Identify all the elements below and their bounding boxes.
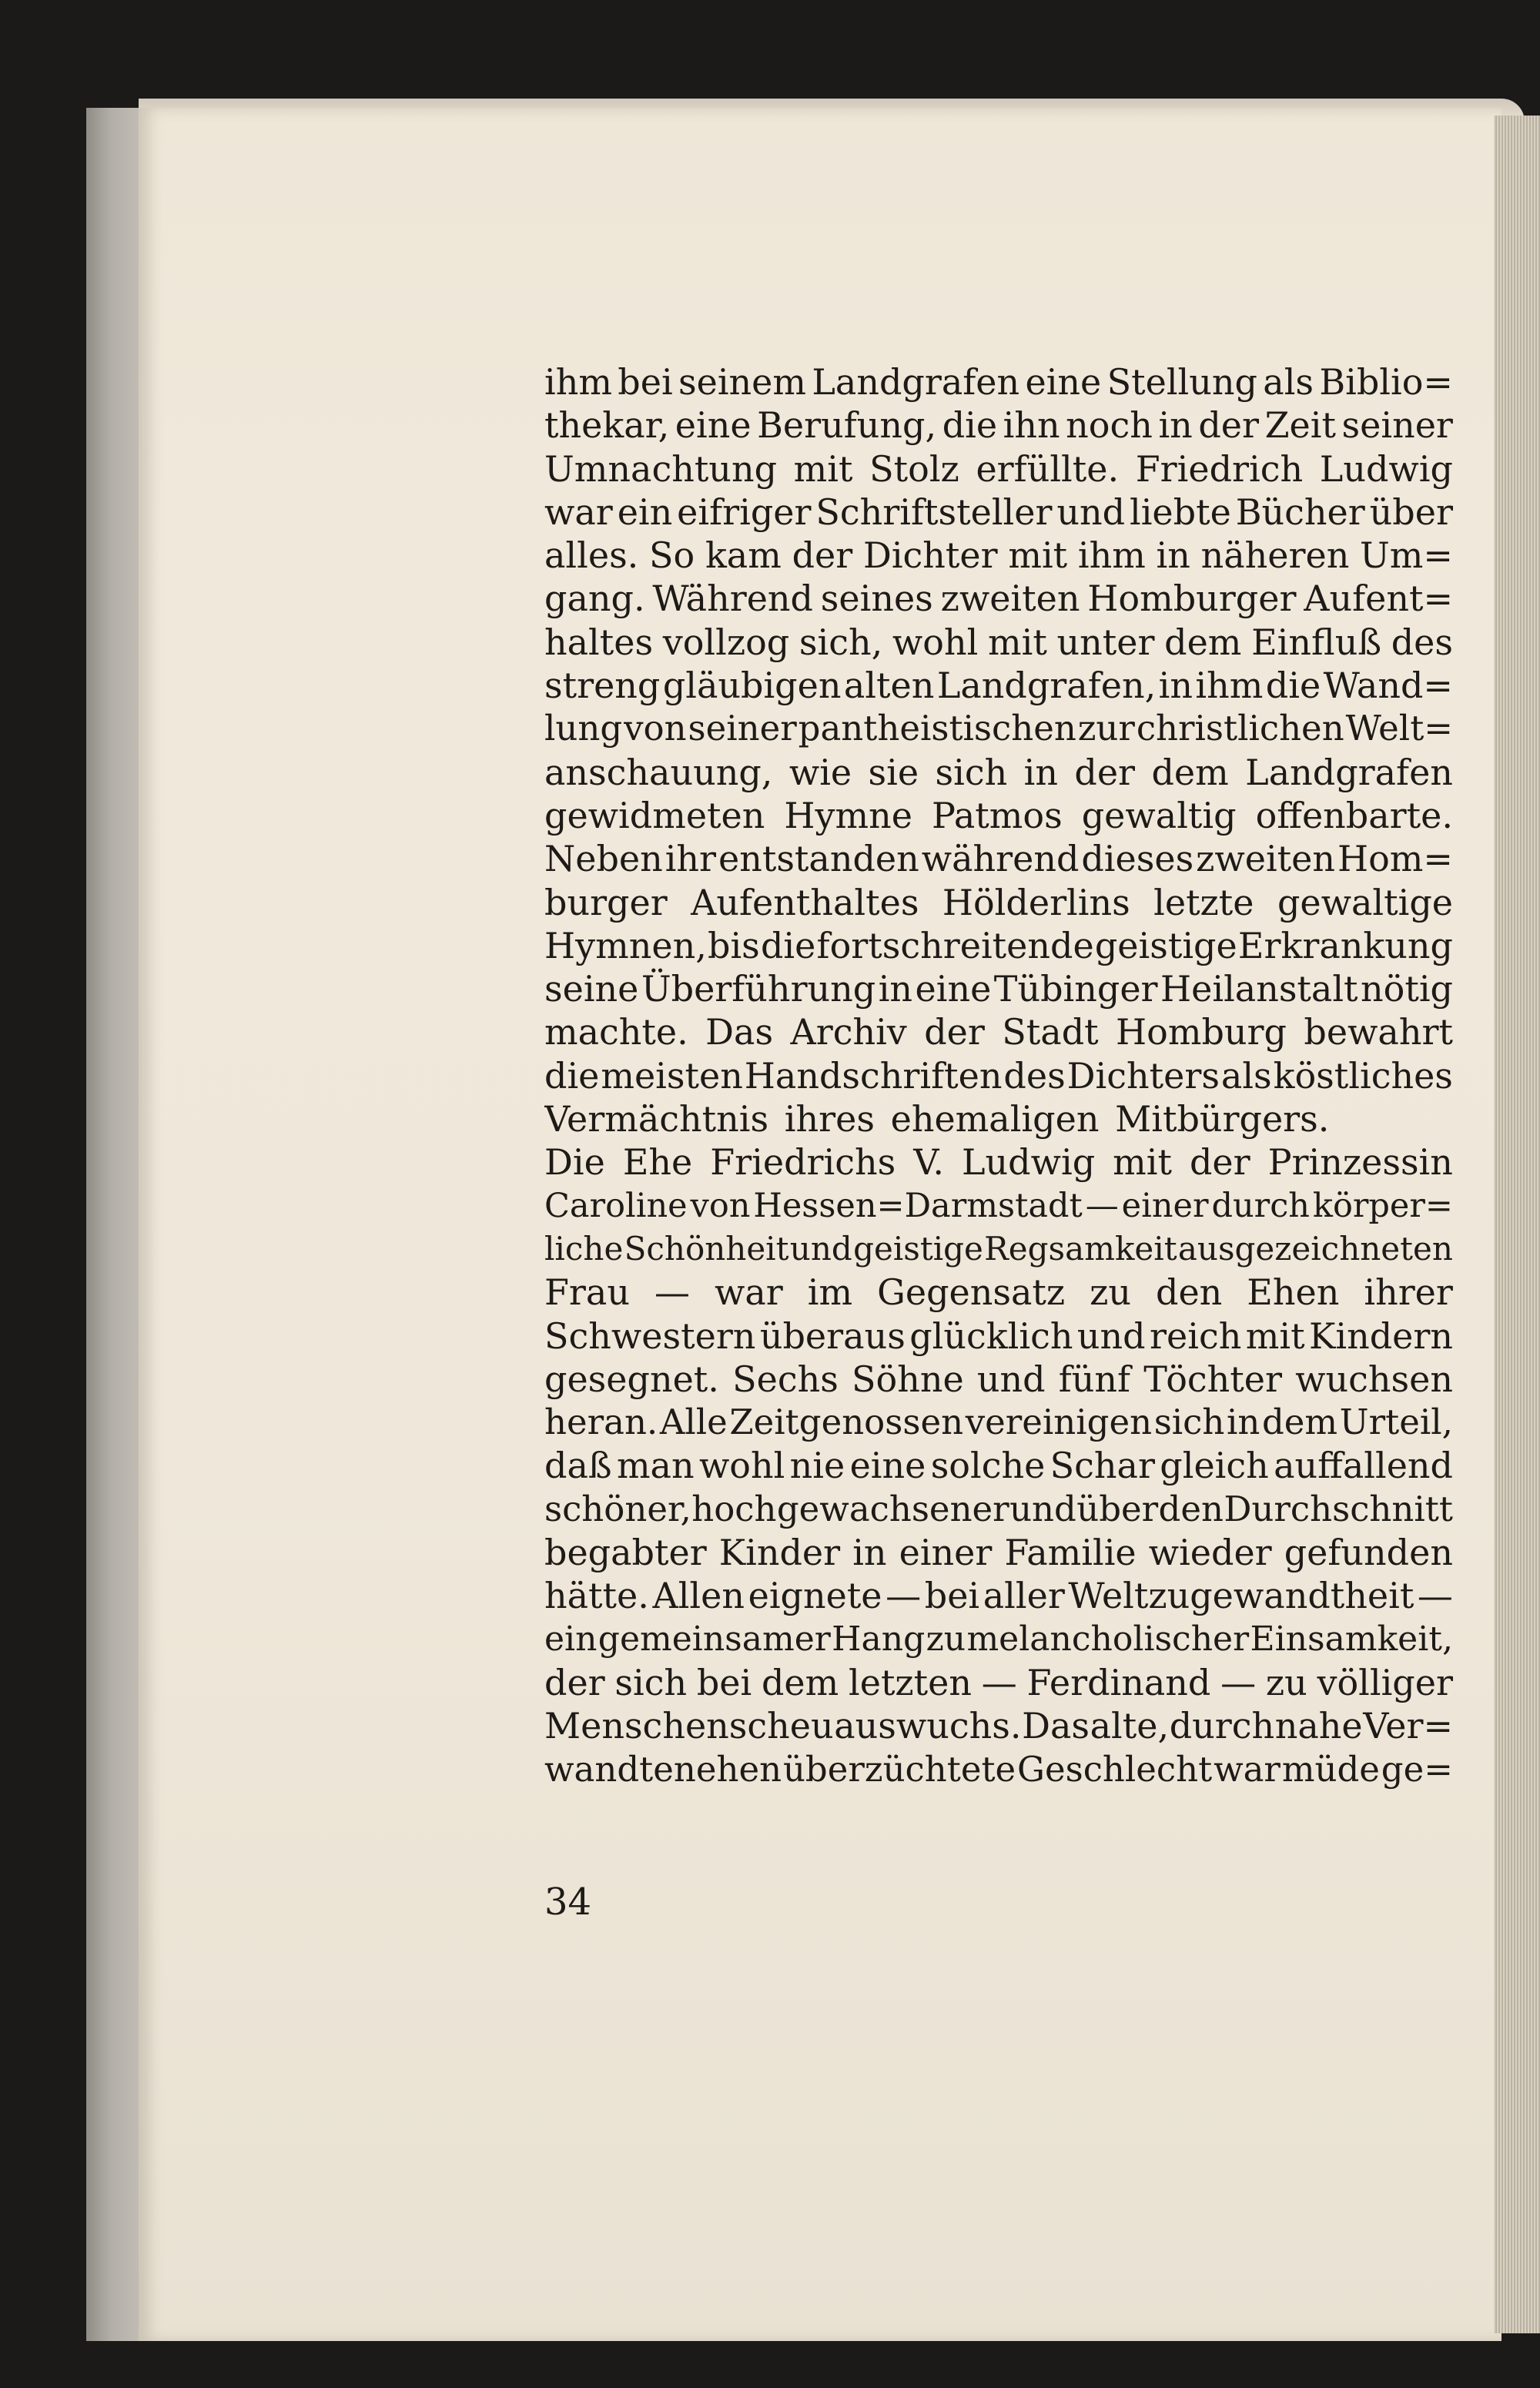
word: überaus — [759, 1315, 906, 1357]
word: von — [624, 708, 687, 749]
text-line — [544, 751, 1453, 794]
word: Landgrafen — [1245, 751, 1453, 793]
word: eine — [1025, 361, 1102, 403]
word: — — [1417, 1575, 1453, 1617]
text-line — [544, 491, 1453, 534]
word: gewidmeten — [544, 794, 765, 836]
text-line — [544, 1271, 1453, 1314]
word: und — [1009, 1488, 1076, 1529]
word: bewahrt — [1304, 1011, 1453, 1053]
word: in — [1023, 751, 1058, 793]
word: pantheistischen — [798, 708, 1076, 749]
word: Dichter — [862, 534, 998, 577]
word: dieses — [1081, 838, 1194, 880]
text-line — [544, 1531, 1453, 1574]
word: Homburger — [1087, 578, 1297, 620]
text-line — [544, 794, 1453, 837]
word: alte, — [1090, 1705, 1170, 1747]
word: zu — [1265, 1661, 1307, 1703]
word: im — [807, 1271, 853, 1314]
word: Caroline — [544, 1186, 688, 1225]
word: in — [1158, 404, 1193, 447]
text-line — [544, 707, 1453, 750]
word: burger — [544, 881, 668, 923]
word: gewaltige — [1277, 881, 1453, 923]
word: Hang — [832, 1619, 926, 1659]
word: Patmos — [932, 794, 1063, 836]
word: war — [1214, 1748, 1281, 1790]
word: gewachsener — [776, 1488, 1009, 1529]
word: ihm — [1077, 534, 1146, 577]
word: Sechs — [732, 1358, 839, 1400]
word: eine — [675, 404, 752, 447]
word: streng — [544, 665, 661, 707]
word: Kindern — [1309, 1315, 1453, 1357]
word: liche — [544, 1229, 624, 1268]
word: und — [1056, 491, 1126, 533]
word: seiner — [688, 708, 797, 749]
word: körper= — [1312, 1186, 1453, 1225]
word: Hom= — [1337, 838, 1453, 880]
word: daß — [544, 1445, 612, 1487]
word: Schönheit — [624, 1229, 789, 1268]
word: glücklich — [909, 1315, 1073, 1357]
word: war — [544, 491, 613, 533]
word: Landgrafen — [812, 361, 1020, 403]
word: in — [1226, 1402, 1260, 1443]
word: Familie — [1004, 1532, 1137, 1574]
word: ihres — [784, 1098, 875, 1140]
word: näheren — [1200, 534, 1350, 577]
word: thekar, — [544, 404, 670, 447]
word: nie — [789, 1445, 845, 1487]
text-line — [544, 881, 1453, 924]
word: gläubigen — [662, 665, 842, 707]
word: die — [942, 404, 998, 447]
text-line — [544, 924, 1453, 967]
word: eifriger — [677, 491, 812, 533]
word: zur — [1077, 708, 1135, 749]
word: Alle — [659, 1402, 728, 1443]
text-line — [544, 1315, 1453, 1358]
word: eine — [849, 1445, 926, 1487]
body-text — [544, 360, 1453, 1791]
word: fortschreitende — [816, 924, 1094, 966]
text-line — [544, 534, 1453, 577]
word: wie — [788, 751, 852, 793]
text-line — [544, 621, 1453, 664]
word: seinem — [678, 361, 807, 403]
word: Zeit — [1264, 404, 1336, 447]
word: Mitbürgers. — [1115, 1098, 1330, 1140]
page-number: 34 — [544, 1881, 592, 1924]
text-line — [544, 664, 1453, 707]
word: ihn — [1003, 404, 1060, 447]
word: während — [921, 838, 1080, 880]
word: Ver= — [1363, 1705, 1453, 1747]
word: seine — [544, 968, 639, 1010]
word: lung — [544, 708, 623, 749]
text-line — [544, 967, 1453, 1010]
word: Hölderlins — [942, 881, 1130, 923]
word: heran. — [544, 1402, 658, 1443]
word: Tübinger — [993, 968, 1158, 1010]
word: durch — [1211, 1186, 1310, 1225]
word: völliger — [1317, 1661, 1453, 1703]
word: Durchschnitt — [1224, 1488, 1453, 1529]
word: Wand= — [1323, 665, 1453, 707]
word: nahe — [1274, 1705, 1363, 1747]
word: mit — [988, 621, 1047, 663]
page-fore-edge — [1494, 116, 1540, 2333]
word: Berufung, — [757, 404, 937, 447]
word: sich, — [798, 621, 883, 663]
word: Das — [1022, 1705, 1090, 1747]
word: einer — [1121, 1186, 1209, 1225]
word: hätte. — [544, 1575, 649, 1617]
word: reich — [1150, 1315, 1242, 1357]
word: hoch — [691, 1488, 777, 1529]
word: ein — [544, 1619, 598, 1659]
word: und — [976, 1358, 1046, 1400]
word: Aufent= — [1304, 578, 1453, 620]
word: Während — [652, 578, 813, 620]
word: alles. — [544, 534, 639, 577]
word: Aufenthaltes — [691, 881, 919, 923]
word: Menschenscheu — [544, 1705, 834, 1747]
text-line — [544, 404, 1453, 447]
word: Weltzugewandtheit — [1068, 1575, 1414, 1617]
word: Stolz — [869, 447, 959, 490]
word: Schar — [1050, 1445, 1155, 1487]
word: einer — [899, 1532, 993, 1574]
word: sich — [935, 751, 1008, 793]
word: Dichters — [1066, 1054, 1220, 1097]
word: bei — [618, 361, 673, 403]
word: wohl — [892, 621, 979, 663]
word: begabter — [544, 1532, 707, 1574]
word: wandtenehen — [544, 1748, 782, 1790]
text-line — [544, 1097, 1453, 1140]
word: anschauung, — [544, 751, 773, 793]
word: in — [1158, 665, 1193, 707]
word: sie — [868, 751, 919, 793]
word: seiner — [1341, 404, 1453, 447]
word: solche — [930, 1445, 1046, 1487]
word: Biblio= — [1319, 361, 1453, 403]
word: ihm — [1195, 665, 1264, 707]
word: Das — [705, 1011, 774, 1053]
word: nötig — [1361, 968, 1453, 1010]
text-line — [544, 1401, 1453, 1444]
text-line — [544, 1574, 1453, 1617]
word: Kinder — [718, 1532, 841, 1574]
text-line — [544, 577, 1453, 620]
word: Archiv — [790, 1011, 907, 1053]
word: Überführung — [641, 968, 876, 1010]
text-line — [544, 1748, 1453, 1791]
word: zu — [1090, 1271, 1131, 1314]
word: geistige — [853, 1229, 983, 1268]
word: Umnachtung — [544, 447, 778, 490]
word: bei — [696, 1661, 752, 1703]
word: Zeitgenossen — [729, 1402, 964, 1443]
word: als — [1220, 1054, 1272, 1097]
word: die — [760, 924, 816, 966]
word: dem — [1164, 621, 1242, 663]
word: bei — [924, 1575, 980, 1617]
word: vereinigen — [965, 1402, 1153, 1443]
word: den — [1158, 1488, 1224, 1529]
word: sich — [614, 1661, 688, 1703]
word: ihm — [544, 361, 612, 403]
word: liebte — [1130, 491, 1231, 533]
word: Die — [544, 1141, 605, 1184]
word: Welt= — [1345, 708, 1453, 749]
word: Vermächtnis — [544, 1098, 769, 1140]
text-line — [544, 1618, 1453, 1661]
word: über — [1369, 491, 1453, 533]
word: zweiten — [940, 578, 1080, 620]
word: ge= — [1381, 1748, 1453, 1790]
word: gang. — [544, 578, 645, 620]
word: und — [1076, 1315, 1146, 1357]
text-line — [544, 360, 1453, 404]
word: eine — [915, 968, 992, 1010]
word: — — [886, 1575, 922, 1617]
word: christlichen — [1136, 708, 1344, 749]
word: Geschlecht — [1017, 1748, 1213, 1790]
word: offenbarte. — [1255, 794, 1453, 836]
word: — — [1085, 1186, 1119, 1225]
word: ihr — [665, 838, 717, 880]
word: müde — [1281, 1748, 1380, 1790]
word: mit — [1245, 1315, 1305, 1357]
text-line — [544, 1140, 1453, 1184]
word: Schriftsteller — [815, 491, 1053, 533]
word: Allen — [652, 1575, 745, 1617]
text-line — [544, 1227, 1453, 1271]
word: V. — [913, 1141, 945, 1184]
word: kam — [705, 534, 782, 577]
word: des — [1003, 1054, 1066, 1097]
word: wuchsen — [1295, 1358, 1453, 1400]
word: Schwestern — [544, 1315, 756, 1357]
word: von — [690, 1186, 751, 1225]
word: aller — [983, 1575, 1065, 1617]
word: mit — [1113, 1141, 1172, 1184]
word: überzüchtete — [782, 1748, 1016, 1790]
word: Ehen — [1247, 1271, 1340, 1314]
word: Urteil, — [1339, 1402, 1453, 1443]
word: vollzog — [662, 621, 790, 663]
word: Söhne — [852, 1358, 964, 1400]
word: seines — [820, 578, 933, 620]
word: Homburg — [1116, 1011, 1287, 1053]
text-line — [544, 447, 1453, 491]
word: auffallend — [1274, 1445, 1453, 1487]
word: durch — [1169, 1705, 1275, 1747]
word: die — [544, 1054, 600, 1097]
word: — — [981, 1661, 1017, 1703]
word: Töchter — [1143, 1358, 1282, 1400]
word: des — [1391, 621, 1453, 663]
word: in — [852, 1532, 887, 1574]
word: gefunden — [1284, 1532, 1453, 1574]
text-line — [544, 1488, 1453, 1531]
text-line — [544, 1184, 1453, 1227]
word: in — [1156, 534, 1190, 577]
word: der — [792, 534, 853, 577]
word: Erkrankung — [1237, 924, 1453, 966]
word: Ferdinand — [1026, 1661, 1211, 1703]
word: gleich — [1160, 1445, 1269, 1487]
word: melancholischer — [966, 1619, 1250, 1659]
word: gewaltig — [1081, 794, 1237, 836]
word: zweiten — [1196, 838, 1336, 880]
word: in — [878, 968, 913, 1010]
word: dem — [1261, 1402, 1338, 1443]
text-line — [544, 837, 1453, 880]
text-line — [544, 1704, 1453, 1747]
word: den — [1156, 1271, 1223, 1314]
word: letzte — [1153, 881, 1254, 923]
word: bis — [708, 924, 760, 966]
word: Hymnen, — [544, 924, 707, 966]
word: der — [1198, 404, 1260, 447]
word: auswuchs. — [834, 1705, 1022, 1747]
word: sich — [1153, 1402, 1225, 1443]
text-line — [544, 1661, 1453, 1704]
word: alten — [843, 665, 935, 707]
word: köstliches — [1273, 1054, 1453, 1097]
word: — — [654, 1271, 690, 1314]
word: — — [1220, 1661, 1257, 1703]
word: gesegnet. — [544, 1358, 719, 1400]
text-line — [544, 1010, 1453, 1053]
word: als — [1263, 361, 1314, 403]
word: letzten — [849, 1661, 973, 1703]
word: der — [924, 1011, 985, 1053]
word: Ehe — [622, 1141, 693, 1184]
word: die — [1265, 665, 1321, 707]
word: zu — [926, 1619, 966, 1659]
word: So — [649, 534, 695, 577]
word: Gegensatz — [877, 1271, 1066, 1314]
word: dem — [761, 1661, 839, 1703]
word: Landgrafen, — [936, 665, 1157, 707]
word: mit — [793, 447, 853, 490]
word: unter — [1056, 621, 1155, 663]
text-line — [544, 1444, 1453, 1487]
word: Ludwig — [1319, 447, 1453, 490]
word: wohl — [698, 1445, 785, 1487]
text-line — [544, 1358, 1453, 1401]
word: Friedrich — [1135, 447, 1304, 490]
word: Heilanstalt — [1160, 968, 1358, 1010]
word: haltes — [544, 621, 654, 663]
word: entstanden — [718, 838, 919, 880]
word: Um= — [1360, 534, 1453, 577]
word: Friedrichs — [710, 1141, 896, 1184]
word: Einfluß — [1251, 621, 1382, 663]
word: eignete — [748, 1575, 882, 1617]
word: und — [789, 1229, 852, 1268]
word: Ludwig — [962, 1141, 1096, 1184]
word: Stadt — [1002, 1011, 1099, 1053]
word: ein — [617, 491, 673, 533]
word: über — [1076, 1488, 1159, 1529]
word: mit — [1008, 534, 1068, 577]
word: man — [616, 1445, 695, 1487]
text-line — [544, 1054, 1453, 1097]
word: ihrer — [1364, 1271, 1453, 1314]
word: ausgezeichneten — [1177, 1229, 1453, 1268]
word: fünf — [1058, 1358, 1131, 1400]
word: dem — [1151, 751, 1229, 793]
word: meisten — [601, 1054, 743, 1097]
word: Neben — [544, 838, 663, 880]
word: Handschriften — [744, 1054, 1003, 1097]
word: noch — [1066, 404, 1153, 447]
word: schöner, — [544, 1488, 691, 1529]
word: Stellung — [1106, 361, 1257, 403]
word: erfüllte. — [976, 447, 1120, 490]
word: Hymne — [784, 794, 912, 836]
word: der — [544, 1661, 605, 1703]
word: wieder — [1148, 1532, 1272, 1574]
word: Prinzessin — [1267, 1141, 1453, 1184]
word: machte. — [544, 1011, 688, 1053]
word: Regsamkeit — [984, 1229, 1177, 1268]
word: der — [1189, 1141, 1250, 1184]
word: Einsamkeit, — [1250, 1619, 1453, 1659]
word: Bücher — [1235, 491, 1365, 533]
word: war — [714, 1271, 783, 1314]
word: Hessen=Darmstadt — [753, 1186, 1083, 1225]
word: Frau — [544, 1271, 630, 1314]
word: der — [1074, 751, 1136, 793]
word: geistige — [1094, 924, 1237, 966]
word: ehemaligen — [890, 1098, 1100, 1140]
word: gemeinsamer — [598, 1619, 831, 1659]
